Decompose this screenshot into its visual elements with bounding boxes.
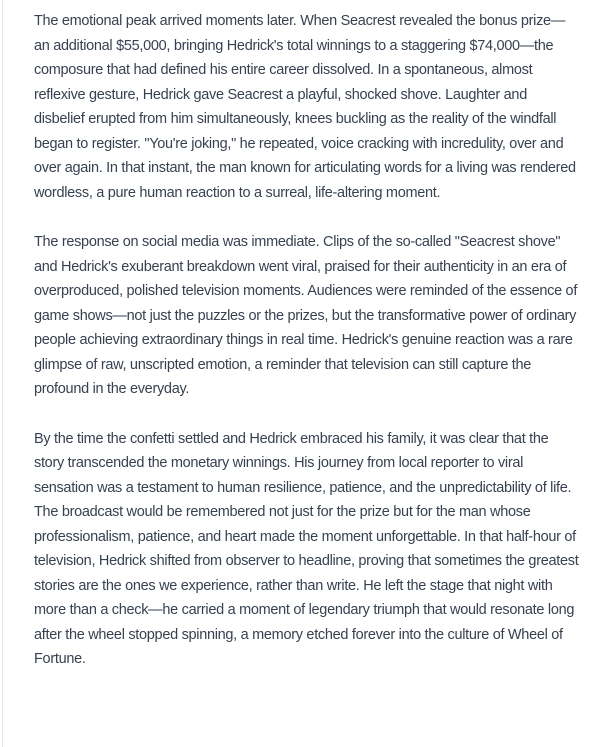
article-paragraph-1: The emotional peak arrived moments later. When Seacrest revealed the bonus prize—an additional $55,000, bringing Hedrick's total winnings to a staggering $74,000—the composure that had defined his entire career dissolved. In a spontaneous, almost reflexive gesture, Hedrick gave Seacrest a playful, shocked shove. Laughter and disbelief erupted from him simultaneously, knees buckling as the reality of the windfall began to register. "You're joking," he repeated, voice cracking with incredulity, over and over again. In that instant, the man known for articulating words for a living was rendered wordless, a pure human reaction to a surreal, life-altering moment.	[34, 13, 576, 201]
left-border-divider	[2, 0, 3, 747]
article-paragraph-3: By the time the confetti settled and Hedrick embraced his family, it was clear that the story transcended the monetary winnings. His journey from local reporter to viral sensation was a testament to human resilience, patience, and the unpredictability of life. The broadcast would be remembered not just for the prize but for the man whose professionalism, patience, and heart made the moment unforgettable. In that half-hour of television, Hedrick shifted from observer to headline, proving that sometimes the greatest stories are the ones we experience, rather than write. He left the stage that night with more than a check—he carried a moment of legendary triumph that would resonate long after the wheel stopped spinning, a memory etched forever into the culture of Wheel of Fortune.	[34, 430, 579, 667]
article-paragraph-2: The response on social media was immediate. Clips of the so-called "Seacrest shove" and Hedrick's exuberant breakdown went viral, praised for their authenticity in an era of overproduced, polished television moments. Audiences were reminded of the essence of game shows—not just the puzzles or the prizes, but the transformative power of ordinary people achieving extraordinary things in real time. Hedrick's genuine reaction was a rare glimpse of raw, unscripted emotion, a reminder that television can still capture the profound in the everyday.	[34, 234, 578, 397]
